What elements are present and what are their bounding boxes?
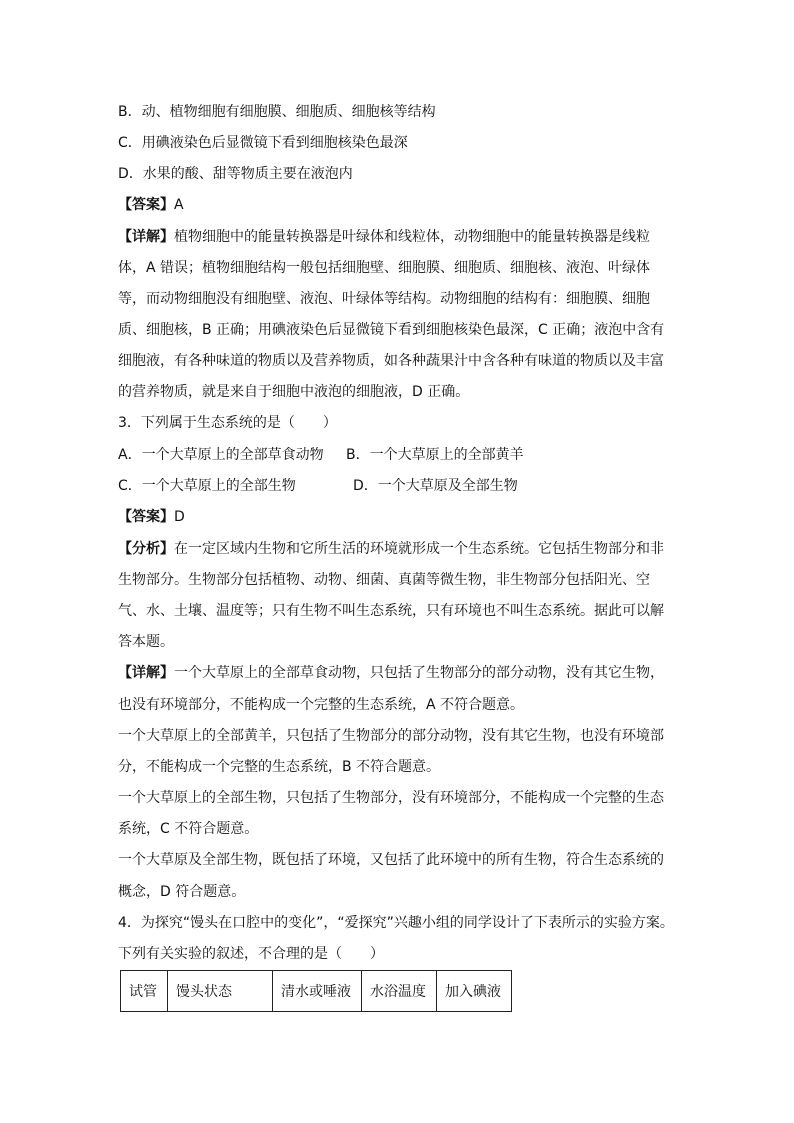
q3-detail-line-5: 一个大草原上的全部生物，只包括了生物部分，没有环境部分，不能构成一个完整的生态 xyxy=(118,790,664,806)
answer-tag: 【答案】 xyxy=(118,509,174,525)
q2-detail-line-3: 等，而动物细胞没有细胞壁、液泡、叶绿体等结构。动物细胞的结构有：细胞膜、细胞 xyxy=(118,291,650,307)
q2-answer xyxy=(118,194,184,216)
q3-option-a: A．一个大草原上的全部草食动物 xyxy=(118,447,324,463)
q3-detail-line-8: 概念，D 符合题意。 xyxy=(118,884,246,900)
table-header-cell: 加入碘液 xyxy=(437,971,512,1012)
q2-detail-line-5: 细胞液，有各种味道的物质以及营养物质，如各种蔬果汁中含各种有味道的物质以及丰富 xyxy=(118,353,664,369)
detail-tag: 【详解】 xyxy=(118,229,174,245)
q2-option-d: D．水果的酸、甜等物质主要在液泡内 xyxy=(118,166,353,182)
table-header-cell: 水浴温度 xyxy=(362,971,437,1012)
q2-option-b: B．动、植物细胞有细胞膜、细胞质、细胞核等结构 xyxy=(118,104,436,120)
table-header-row xyxy=(121,971,512,1012)
q3-analysis-line-2: 生物部分。生物部分包括植物、动物、细菌、真菌等微生物，非生物部分包括阳光、空 xyxy=(118,572,650,588)
experiment-table xyxy=(120,970,512,1012)
q3-analysis-line-4: 答本题。 xyxy=(118,634,174,650)
answer-value: A xyxy=(174,197,184,213)
q3-detail-line-1 xyxy=(118,662,664,684)
detail-tag: 【详解】 xyxy=(118,665,174,681)
analysis-tag: 【分析】 xyxy=(118,541,174,557)
q2-detail-line-1 xyxy=(118,226,650,248)
q3-answer xyxy=(118,506,185,528)
q3-detail-line-3: 一个大草原上的全部黄羊，只包括了生物部分的部分动物，没有其它生物，也没有环境部 xyxy=(118,728,664,744)
answer-value: D xyxy=(174,509,185,525)
table-header-cell: 清水或唾液 xyxy=(273,971,362,1012)
q4-stem-line-2: 下列有关实验的叙述，不合理的是（ ） xyxy=(118,946,384,962)
q2-option-c: C．用碘液染色后显微镜下看到细胞核染色最深 xyxy=(118,135,408,151)
q3-detail-line-7: 一个大草原及全部生物，既包括了环境，又包括了此环境中的所有生物，符合生态系统的 xyxy=(118,852,664,868)
q3-analysis-line-1 xyxy=(118,538,664,560)
q3-detail-line-4: 分，不能构成一个完整的生态系统，B 不符合题意。 xyxy=(118,759,441,775)
detail-text: 植物细胞中的能量转换器是叶绿体和线粒体，动物细胞中的能量转换器是线粒 xyxy=(174,229,650,245)
q2-detail-line-4: 质、细胞核，B 正确；用碘液染色后显微镜下看到细胞核染色最深，C 正确；液泡中含有 xyxy=(118,322,665,338)
q3-detail-line-6: 系统，C 不符合题意。 xyxy=(118,821,259,837)
q2-detail-line-2: 体，A 错误；植物细胞结构一般包括细胞壁、细胞膜、细胞质、细胞核、液泡、叶绿体 xyxy=(118,260,651,276)
q2-detail-line-6: 的营养物质，就是来自于细胞中液泡的细胞液，D 正确。 xyxy=(118,384,470,400)
q3-detail-line-2: 也没有环境部分，不能构成一个完整的生态系统，A 不符合题意。 xyxy=(118,697,525,713)
analysis-text: 在一定区域内生物和它所生活的环境就形成一个生态系统。它包括生物部分和非 xyxy=(174,541,664,557)
q3-option-d: D．一个大草原及全部生物 xyxy=(353,478,518,494)
q3-analysis-line-3: 气、水、土壤、温度等；只有生物不叫生态系统，只有环境也不叫生态系统。据此可以解 xyxy=(118,603,664,619)
q3-option-b: B．一个大草原上的全部黄羊 xyxy=(346,447,524,463)
answer-tag: 【答案】 xyxy=(118,197,174,213)
detail-text: 一个大草原上的全部草食动物，只包括了生物部分的部分动物，没有其它生物， xyxy=(174,665,664,681)
table-header-cell: 馒头状态 xyxy=(168,971,273,1012)
table-header-cell: 试管 xyxy=(121,971,168,1012)
q3-option-c: C．一个大草原上的全部生物 xyxy=(118,478,296,494)
q3-stem: 3．下列属于生态系统的是（ ） xyxy=(118,415,337,431)
q4-stem-line-1: 4．为探究“馒头在口腔中的变化”，“爱探究”兴趣小组的同学设计了下表所示的实验方案。 xyxy=(118,915,674,931)
